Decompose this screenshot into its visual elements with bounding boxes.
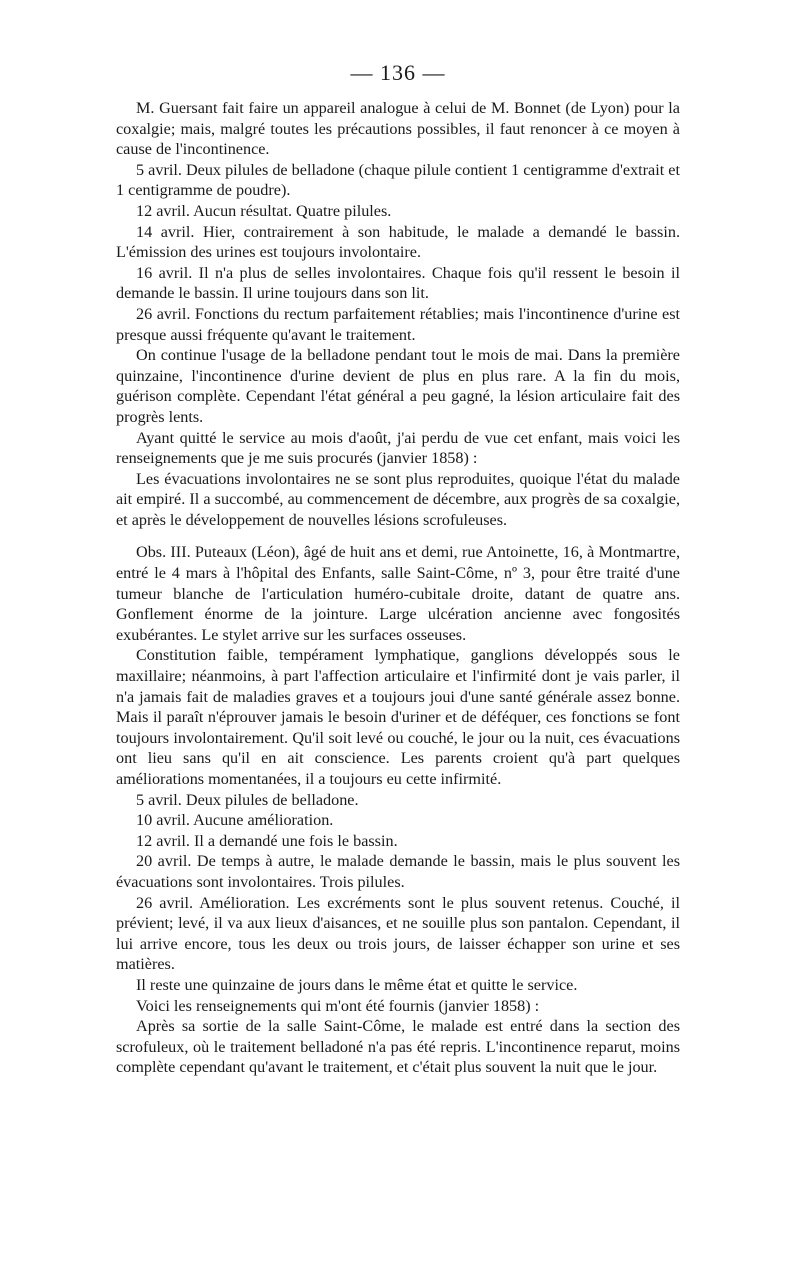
paragraph: 16 avril. Il n'a plus de selles involontaires. Chaque fois qu'il ressent le besoin il demande le bassin. Il urine toujours dans son lit. <box>116 263 680 303</box>
section-gap <box>116 530 680 542</box>
paragraph: Constitution faible, tempérament lymphatique, ganglions développés sous le maxillaire; néanmoins, à part l'affection articulaire et l'infirmité dont je vais parler, il n'a jamais fait de maladies graves et a toujours joui d'une santé générale assez bonne. Mais il paraît n'éprouver jamais le besoin d'uriner et de déféquer, ces fonctions se font toujours involontairement. Qu'il soit levé ou couché, le jour ou la nuit, ces évacuations ont lieu sans qu'il en ait conscience. Les parents croient qu'à part quelques améliorations momentanées, il a toujours eu cette infirmité. <box>116 646 680 788</box>
book-page <box>116 60 680 1078</box>
paragraph: Obs. III. Puteaux (Léon), âgé de huit ans et demi, rue Antoinette, 16, à Montmartre, entré le 4 mars à l'hôpital des Enfants, salle Saint-Côme, nº 3, pour être traité d'une tumeur blanche de l'articulation huméro-cubitale droite, datant de quatre ans. Gonflement énorme de la jointure. Large ulcération ancienne avec fongosités exubérantes. Le stylet arrive sur les surfaces osseuses. <box>116 543 680 644</box>
paragraph: 10 avril. Aucune amélioration. <box>136 811 334 830</box>
paragraph: Après sa sortie de la salle Saint-Côme, le malade est entré dans la section des scrofuleux, où le traitement belladoné n'a pas été repris. L'incontinence reparut, moins complète cependant qu'avant le traitement, et c'était plus souvent la nuit que le jour. <box>116 1017 680 1077</box>
paragraph: 12 avril. Il a demandé une fois le bassin. <box>136 831 398 850</box>
case-two-continuation <box>116 98 680 530</box>
paragraph: 26 avril. Amélioration. Les excréments sont le plus souvent retenus. Couché, il prévient; levé, il va aux lieux d'aisances, et ne souille plus son pantalon. Cependant, il lui arrive encore, tous les deux ou trois jours, de laisser échapper son urine et ses matières. <box>116 893 680 974</box>
paragraph: 26 avril. Fonctions du rectum parfaitement rétablies; mais l'incontinence d'urine est presque aussi fréquente qu'avant le traitement. <box>116 304 680 344</box>
paragraph: 5 avril. Deux pilules de belladone. <box>136 790 359 809</box>
paragraph: Il reste une quinzaine de jours dans le même état et quitte le service. <box>136 975 578 994</box>
paragraph: Les évacuations involontaires ne se sont plus reproduites, quoique l'état du malade ait empiré. Il a succombé, au commencement de décembre, aux progrès de sa coxalgie, et après le développement de nouvelles lésions scrofuleuses. <box>116 469 680 529</box>
paragraph: 5 avril. Deux pilules de belladone (chaque pilule contient 1 centigramme d'extrait et 1 centigramme de poudre). <box>116 160 680 200</box>
paragraph: M. Guersant fait faire un appareil analogue à celui de M. Bonnet (de Lyon) pour la coxalgie; mais, malgré toutes les précautions possibles, il faut renoncer à ce moyen à cause de l'incontinence. <box>116 99 680 159</box>
paragraph: Ayant quitté le service au mois d'août, j'ai perdu de vue cet enfant, mais voici les renseignements que je me suis procurés (janvier 1858) : <box>116 428 680 468</box>
paragraph: On continue l'usage de la belladone pendant tout le mois de mai. Dans la première quinzaine, l'incontinence d'urine devient de plus en plus rare. A la fin du mois, guérison complète. Cependant l'état général a peu gagné, la lésion articulaire fait des progrès lents. <box>116 346 680 426</box>
paragraph: 20 avril. De temps à autre, le malade demande le bassin, mais le plus souvent les évacuations sont involontaires. Trois pilules. <box>116 852 680 891</box>
paragraph: Voici les renseignements qui m'ont été fournis (janvier 1858) : <box>136 996 540 1015</box>
case-three-observation <box>116 542 680 1077</box>
paragraph: 14 avril. Hier, contrairement à son habitude, le malade a demandé le bassin. L'émission des urines est toujours involontaire. <box>116 222 680 262</box>
paragraph: 12 avril. Aucun résultat. Quatre pilules. <box>136 201 392 220</box>
page-number: — 136 — <box>350 60 446 85</box>
